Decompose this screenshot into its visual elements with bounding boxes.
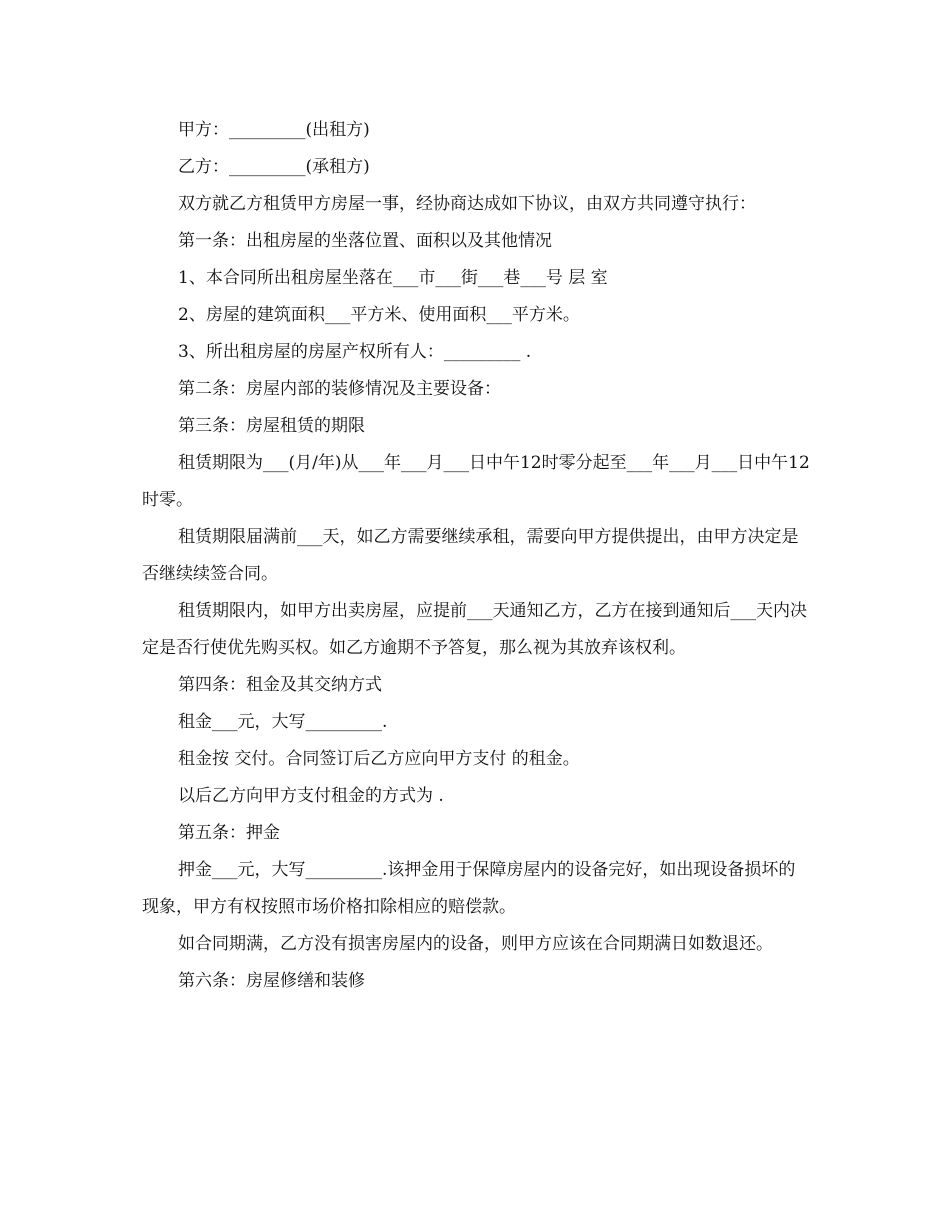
article-5-heading: 第五条：押金: [178, 823, 280, 843]
article-1-item-2: 2、房屋的建筑面积___平方米、使用面积___平方米。: [178, 305, 580, 325]
article-1-item-1: 1、本合同所出租房屋坐落在___市___街___巷___号 层 室: [178, 268, 608, 288]
article-1-item-3: 3、所出租房屋的房屋产权所有人：_________ .: [178, 342, 532, 362]
contract-body: [142, 112, 812, 1000]
party-b-line: 乙方：_________(承租方): [178, 157, 370, 177]
rent-amount-line: 租金___元，大写_________.: [178, 712, 388, 732]
renewal-paragraph: 租赁期限届满前___天，如乙方需要继续承租，需要向甲方提供提出，由甲方决定是否继续续签合同。: [142, 527, 799, 584]
article-2-heading: 第二条：房屋内部的装修情况及主要设备：: [178, 379, 501, 399]
party-a-line: 甲方：_________(出租方): [178, 120, 370, 140]
sale-priority-paragraph: 租赁期限内，如甲方出卖房屋，应提前___天通知乙方，乙方在接到通知后___天内决定是否行使优先购买权。如乙方逾期不予答复，那么视为其放弃该权利。: [142, 601, 807, 658]
article-4-heading: 第四条：租金及其交纳方式: [178, 675, 382, 695]
agreement-intro: 双方就乙方租赁甲方房屋一事，经协商达成如下协议，由双方共同遵守执行：: [178, 194, 756, 214]
article-1-heading: 第一条：出租房屋的坐落位置、面积以及其他情况: [178, 231, 552, 251]
deposit-paragraph: 押金___元，大写_________.该押金用于保障房屋内的设备完好，如出现设备损坏的现象，甲方有权按照市场价格扣除相应的赔偿款。: [142, 860, 796, 917]
article-6-heading: 第六条：房屋修缮和装修: [178, 971, 365, 991]
article-3-heading: 第三条：房屋租赁的期限: [178, 416, 365, 436]
rent-method-line: 以后乙方向甲方支付租金的方式为 .: [178, 786, 444, 806]
lease-term-paragraph: 租赁期限为___(月/年)从___年___月___日中午12时零分起至___年___月___日中午12时零。: [142, 453, 810, 510]
deposit-refund-paragraph: 如合同期满，乙方没有损害房屋内的设备，则甲方应该在合同期满日如数退还。: [178, 934, 773, 954]
rent-payment-line: 租金按 交付。合同签订后乙方应向甲方支付 的租金。: [178, 749, 580, 769]
